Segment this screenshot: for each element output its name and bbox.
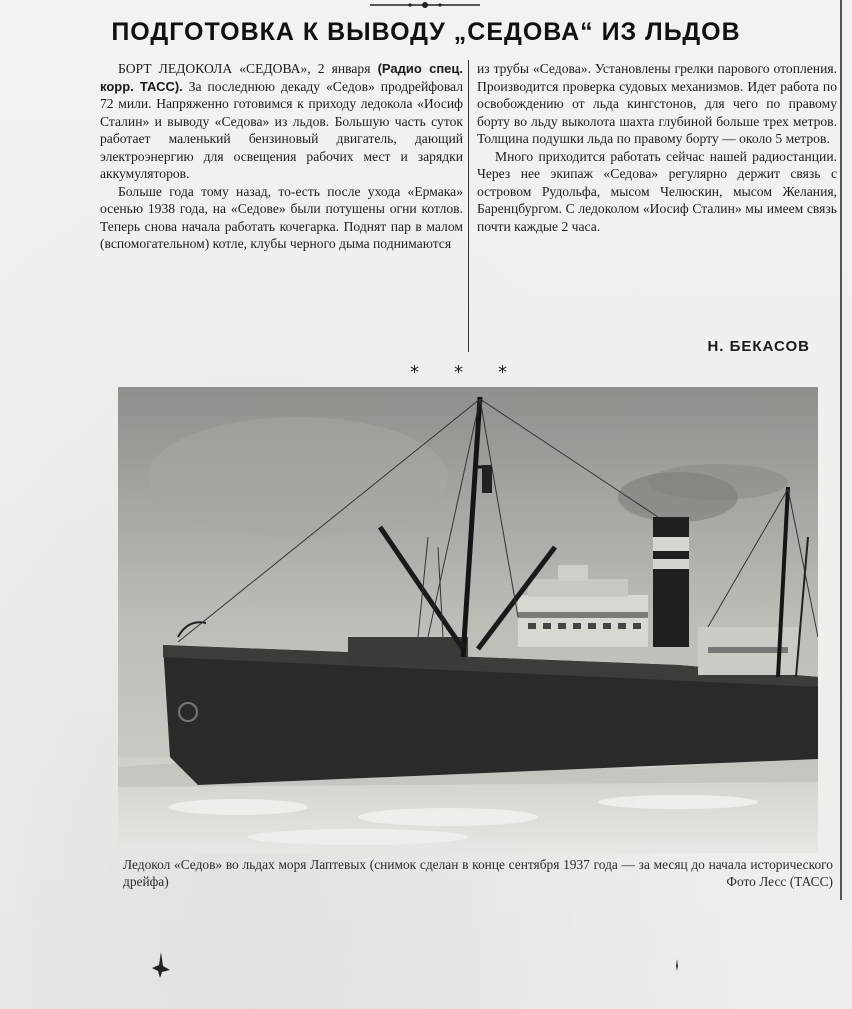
icebreaker-photo bbox=[118, 387, 818, 853]
paragraph-text: За последнюю декаду «Седов» продрейфовал 72 мили. Напряженно готовимся к приходу ледокола «Иосиф Сталин» и выводу «Седова» из льдов. Большую часть суток работает маленький бензиновый двигатель, дающий электроэнергию для освещения рабочих мест и зарядки аккумуляторов. bbox=[100, 78, 463, 181]
article-paragraph: Много приходится работать сейчас нашей радиостанции. Через нее экипаж «Седова» регулярно держит связь с островом Рудольфа, мысом Челюскин, мысом Желания, Баренцбургом. С ледоколом «Иосиф Сталин» мы имеем связь почти каждые 2 часа. bbox=[477, 148, 837, 234]
separator-stars bbox=[400, 362, 520, 382]
article-paragraph: из трубы «Седова». Установлены грелки парового отопления. Производится проверка судовых механизмов. Идет работа по освобождению от льда кингстонов, для чего по правому борту во льду выколота шахта глубиной больше трех метров. Толщина подушки льда по правому борту — около 5 метров. bbox=[477, 61, 837, 146]
ink-smudge bbox=[150, 950, 172, 980]
dateline: БОРТ ЛЕДОКОЛА «СЕДОВА», 2 января bbox=[118, 61, 371, 76]
column-divider bbox=[468, 60, 469, 352]
article-paragraph bbox=[100, 60, 463, 183]
photo-caption bbox=[123, 856, 833, 890]
ink-smudge bbox=[672, 958, 682, 972]
author-signature: Н. БЕКАСОВ bbox=[707, 338, 810, 355]
page-edge-rule bbox=[840, 0, 842, 900]
svg-text:*: * bbox=[410, 362, 419, 382]
agency-label: (Радио спец. корр. ТАСС). bbox=[100, 61, 464, 94]
article-paragraph: Больше года тому назад, то-есть после ухода «Ермака» осенью 1938 года, на «Седове» были потушены огни котлов. Теперь снова начала работать кочегарка. Поднят пар в малом (вспомогательном) котле, клубы черного дыма поднимаются bbox=[100, 183, 463, 251]
svg-text:*: * bbox=[498, 362, 507, 382]
svg-text:*: * bbox=[454, 362, 463, 382]
caption-text: Ледокол «Седов» во льдах моря Лаптевых (снимок сделан в конце сентября 1937 года — за месяц до начала исторического дрейфа) bbox=[123, 857, 833, 889]
article-column-2 bbox=[477, 60, 837, 235]
photo-credit: Фото Лесс (ТАСС) bbox=[726, 874, 833, 889]
headline: ПОДГОТОВКА К ВЫВОДУ „СЕДОВА“ ИЗ ЛЬДОВ bbox=[111, 18, 741, 46]
top-ornament bbox=[370, 0, 480, 10]
article-column-1 bbox=[100, 60, 463, 253]
